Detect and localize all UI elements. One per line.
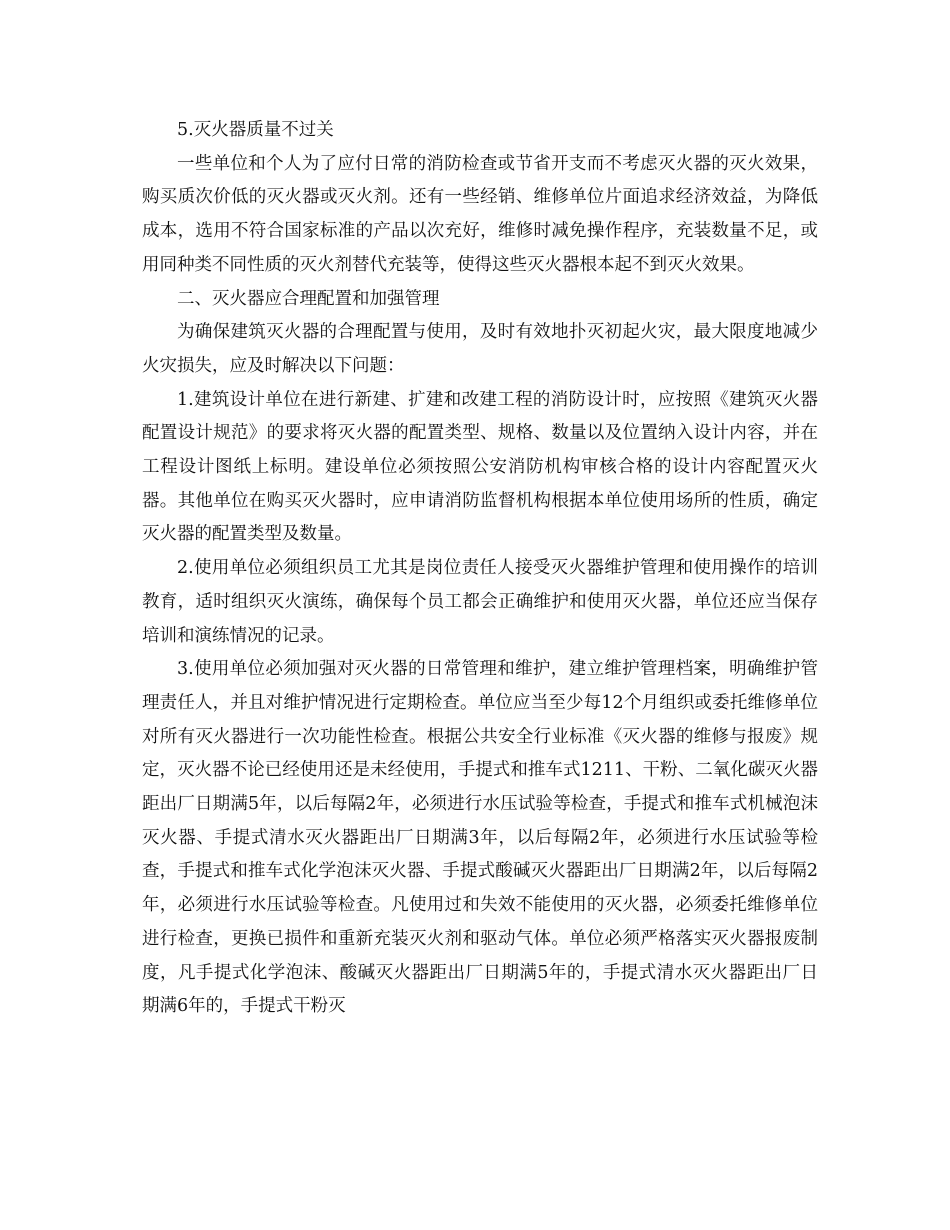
- list-item-paragraph: 2.使用单位必须组织员工尤其是岗位责任人接受灭火器维护管理和使用操作的培训教育，适时组织灭火演练，确保每个员工都会正确维护和使用灭火器，单位还应当保存培训和演练情况的记录。: [142, 558, 818, 646]
- body-paragraph: 一些单位和个人为了应付日常的消防检查或节省开支而不考虑灭火器的灭火效果，购买质次价低的灭火器或灭火剂。还有一些经销、维修单位片面追求经济效益，为降低成本，选用不符合国家标准的产品以次充好，维修时减免操作程序，充装数量不足，或用同种类不同性质的灭火剂替代充装等，使得这些灭火器根本起不到灭火效果。: [142, 153, 818, 275]
- section-subheading: 5.灭火器质量不过关: [177, 120, 334, 140]
- section-heading: 二、灭火器应合理配置和加强管理: [177, 288, 440, 309]
- list-item-paragraph: 1.建筑设计单位在进行新建、扩建和改建工程的消防设计时，应按照《建筑灭火器配置设计规范》的要求将灭火器的配置类型、规格、数量以及位置纳入设计内容，并在工程设计图纸上标明。建设单位必须按照公安消防机构审核合格的设计内容配置灭火器。其他单位在购买灭火器时，应申请消防监督机构根据本单位使用场所的性质，确定灭火器的配置类型及数量。: [142, 389, 818, 545]
- body-paragraph: 为确保建筑灭火器的合理配置与使用，及时有效地扑灭初起火灾，最大限度地减少火灾损失，应及时解决以下问题：: [142, 322, 818, 376]
- document-body: [142, 114, 818, 1024]
- list-item-paragraph: 3.使用单位必须加强对灭火器的日常管理和维护，建立维护管理档案，明确维护管理责任人，并且对维护情况进行定期检查。单位应当至少每12个月组织或委托维修单位对所有灭火器进行一次功能性检查。根据公共安全行业标准《灭火器的维修与报废》规定，灭火器不论已经使用还是未经使用，手提式和推车式1211、干粉、二氧化碳灭火器距出厂日期满5年，以后每隔2年，必须进行水压试验等检查，手提式和推车式机械泡沫灭火器、手提式清水灭火器距出厂日期满3年，以后每隔2年，必须进行水压试验等检查，手提式和推车式化学泡沫灭火器、手提式酸碱灭火器距出厂日期满2年，以后每隔2年，必须进行水压试验等检查。凡使用过和失效不能使用的灭火器，必须委托维修单位进行检查，更换已损件和重新充装灭火剂和驱动气体。单位必须严格落实灭火器报废制度，凡手提式化学泡沫、酸碱灭火器距出厂日期满5年的，手提式清水灭火器距出厂日期满6年的，手提式干粉灭: [142, 659, 818, 1017]
